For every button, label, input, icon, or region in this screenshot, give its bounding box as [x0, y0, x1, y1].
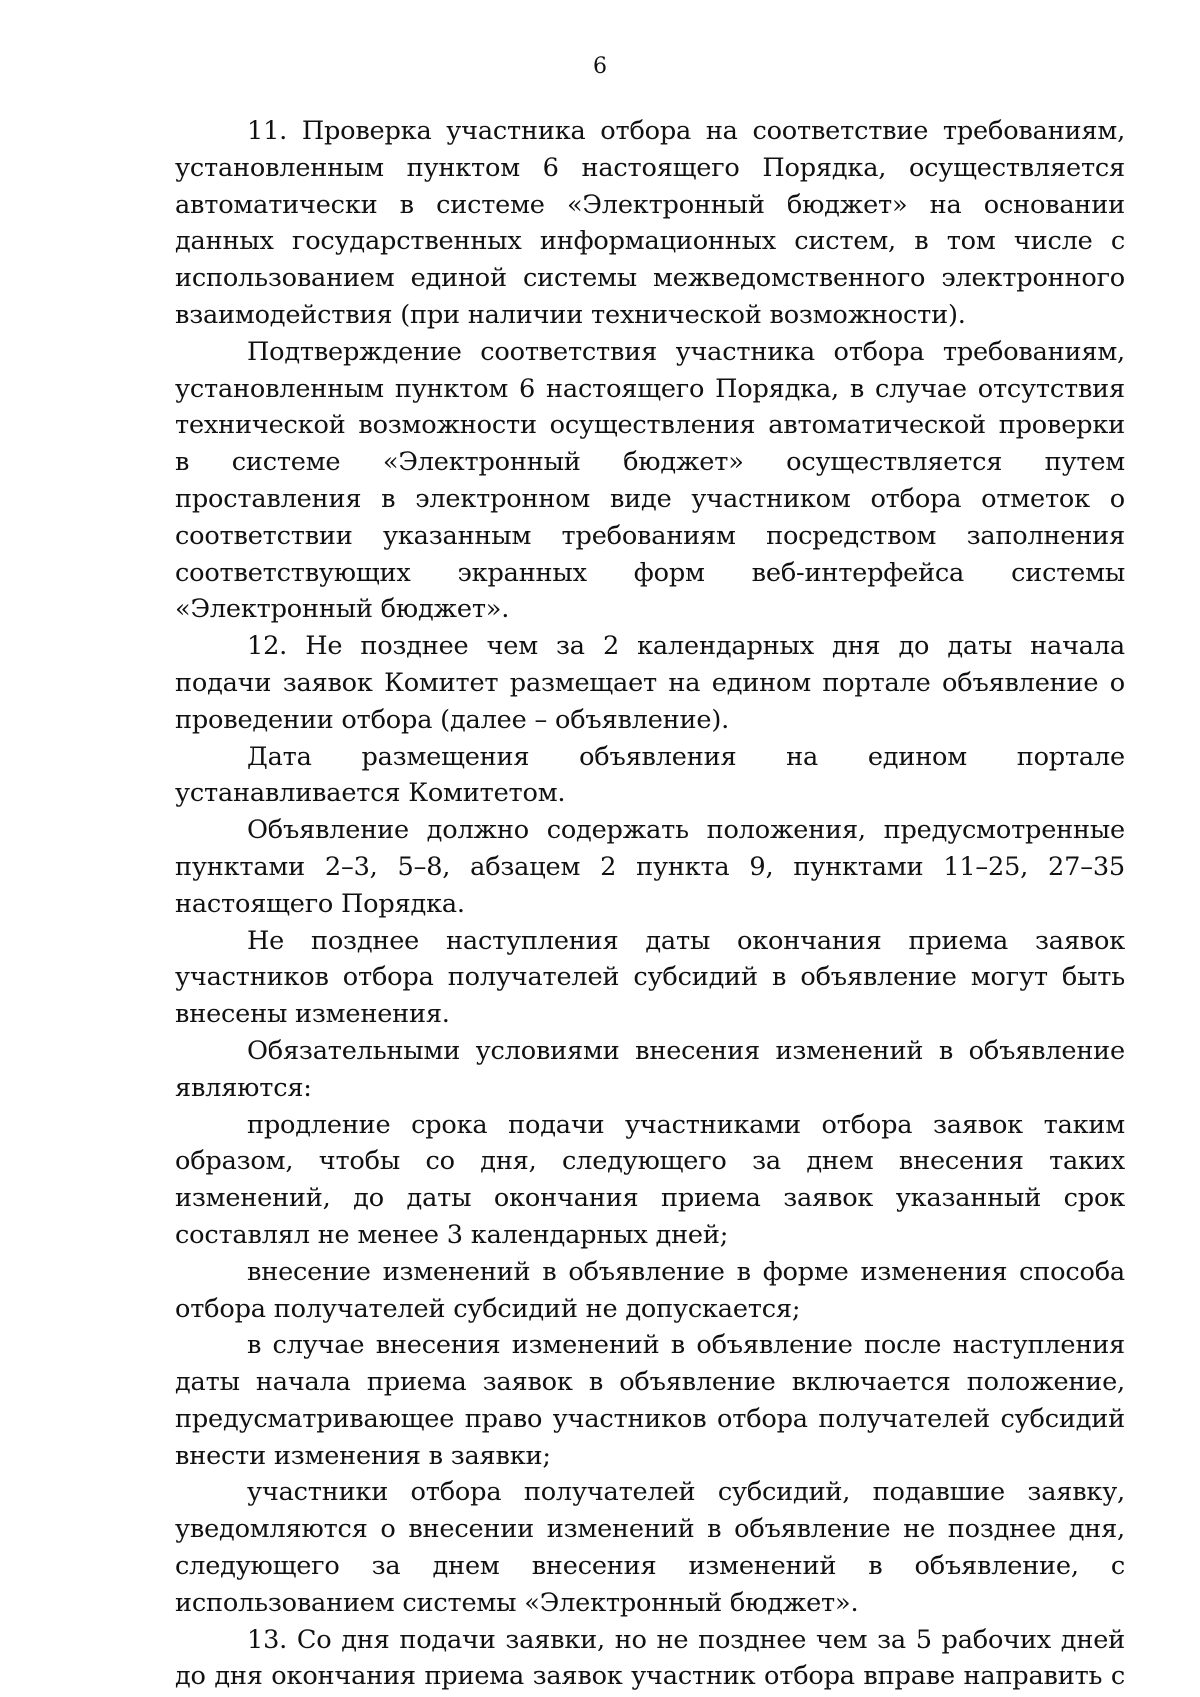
paragraph-11-verification: 11. Проверка участника отбора на соответствие требованиям, установленным пунктом 6 настоящего Порядка, осуществляется автоматически в системе «Электронный бюджет» на основании данных государственных информационных систем, в том числе с использованием единой системы межведомственного электронного взаимодействия (при наличии технической возможности). — [175, 116, 1125, 330]
page-number: 6 — [593, 54, 607, 79]
paragraph-right-to-amend: в случае внесения изменений в объявление после наступления даты начала приема заявок в объявление включается положение, предусматривающее право участников отбора получателей субсидий внести изменения в заявки; — [175, 1330, 1125, 1471]
document-body — [175, 113, 1125, 1695]
paragraph-mandatory-conditions: Обязательными условиями внесения изменений в объявление являются: — [175, 1035, 1125, 1103]
paragraph-announcement-content: Объявление должно содержать положения, предусмотренные пунктами 2–3, 5–8, абзацем 2 пункта 9, пунктами 11–25, 27–35 настоящего Порядка. — [175, 815, 1125, 919]
paragraph-confirmation: Подтверждение соответствия участника отбора требованиям, установленным пунктом 6 настоящего Порядка, в случае отсутствия технической возможности осуществления автоматической проверки в системе «Электронный бюджет» осуществляется путем проставления в электронном виде участником отбора отметок о соответствии указанным требованиям посредством заполнения соответствующих экранных форм веб-интерфейса системы «Электронный бюджет». — [175, 336, 1125, 625]
paragraph-12-announcement: 12. Не позднее чем за 2 календарных дня до даты начала подачи заявок Комитет размещает на едином портале объявление о проведении отбора (далее – объявление). — [175, 631, 1125, 735]
paragraph-changes-allowed: Не позднее наступления даты окончания приема заявок участников отбора получателей субсидий в объявление могут быть внесены изменения. — [175, 925, 1125, 1030]
paragraph-placement-date: Дата размещения объявления на едином портале устанавливается Комитетом. — [175, 741, 1125, 809]
paragraph-method-change-forbidden: внесение изменений в объявление в форме изменения способа отбора получателей субсидий не допускается; — [175, 1256, 1125, 1324]
paragraph-participant-notification: участники отбора получателей субсидий, подавшие заявку, уведомляются о внесении изменений в объявление не позднее дня, следующего за днем внесения изменений в объявление, с использованием системы «Электронный бюджет». — [175, 1477, 1125, 1618]
paragraph-13-withdrawal: 13. Со дня подачи заявки, но не позднее чем за 5 рабочих дней до дня окончания приема заявок участник отбора вправе направить с — [175, 1624, 1125, 1692]
paragraph-deadline-extension: продление срока подачи участниками отбора заявок таким образом, чтобы со дня, следующего за днем внесения таких изменений, до даты окончания приема заявок указанный срок составлял не менее 3 календарных дней; — [175, 1109, 1125, 1250]
